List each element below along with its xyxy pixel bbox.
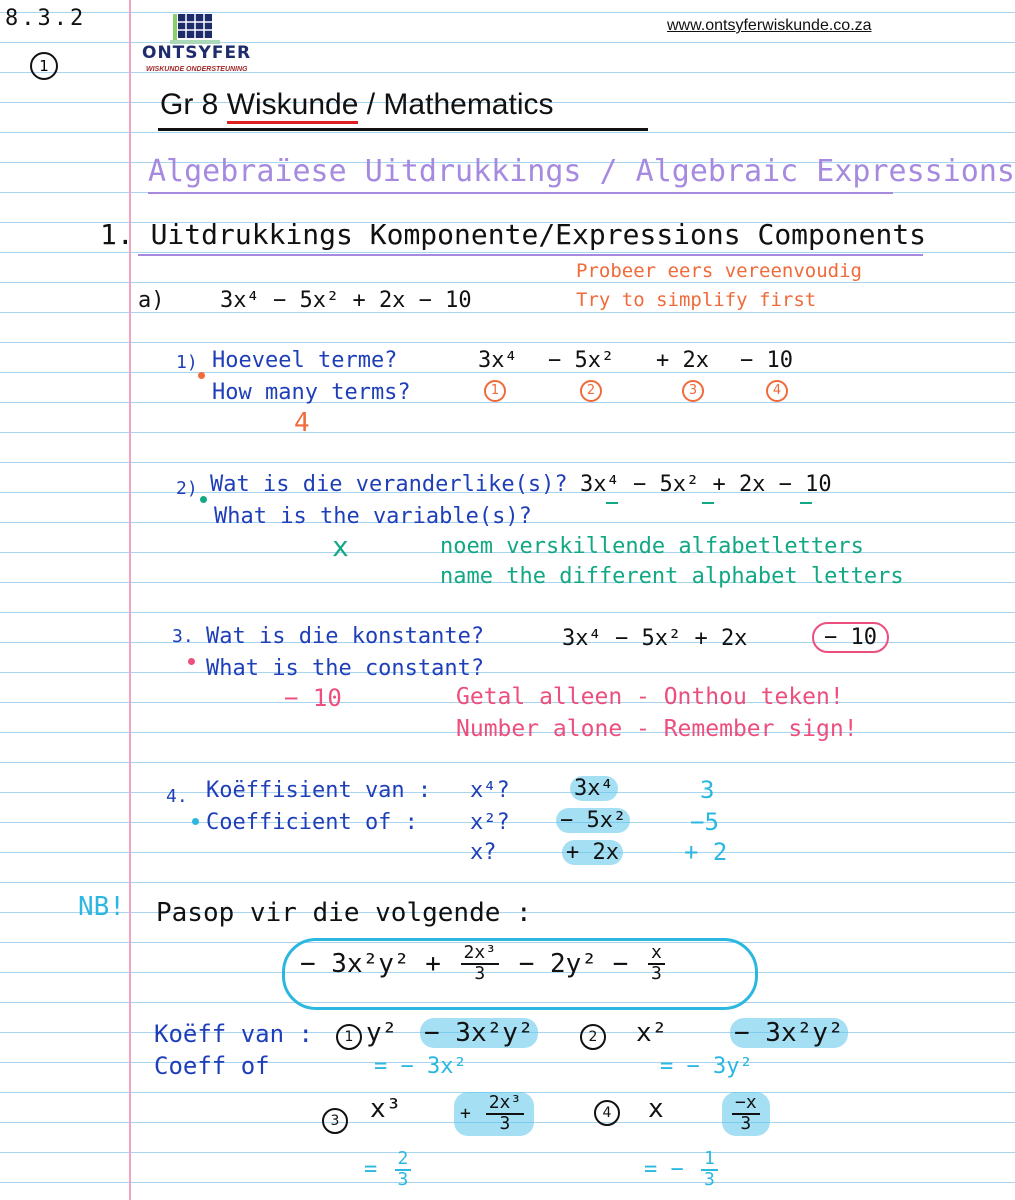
nb-text: Pasop vir die volgende : [156,898,532,928]
section1-number: 1. [100,218,134,251]
q1-question-af: Hoeveel terme? [212,348,398,373]
grade-title-prefix: Gr 8 [160,88,219,121]
q2-question-en: What is the variable(s)? [214,504,532,529]
q1-term-4: − 10 [740,348,793,373]
coeff-item3-var: x³ [370,1094,402,1124]
q1-bullet [198,372,205,379]
q4-row1-coef: 3 [700,776,715,804]
coeff-item1-term: − 3x²y² [420,1018,538,1048]
q2-bullet [200,496,207,503]
section1-heading-af: Uitdrukkings Komponente [150,218,539,251]
nb-expression [300,944,669,984]
q4-row1-var: x⁴? [470,778,510,803]
topic-underline [148,192,893,194]
coeff-item2-answer: = − 3y² [660,1054,753,1079]
coeff-item4-answer-prefix: = − [644,1156,684,1182]
section1-separator: / [538,218,556,251]
q2-number: 2) [176,478,198,499]
section1-underline [138,254,923,256]
q2-variable-underline-2 [702,502,714,504]
q3-number: 3. [172,626,194,647]
q1-term-3: + 2x [656,348,709,373]
nb-label: NB! [78,892,125,922]
q4-label-en: Coefficient of : [206,810,418,835]
coeff-item3-term-prefix: + [460,1102,471,1124]
ontsyfer-logo [140,10,250,80]
nb-fraction-2: $\frac{x}{3}$ [648,944,665,984]
coeff-item3-answer-fraction: $\frac{2}{3}$ [395,1150,412,1190]
q2-note-af: noem verskillende alfabetletters [440,534,864,559]
q2-note-en: name the different alphabet letters [440,564,904,589]
q4-row3-var: x? [470,840,497,865]
nb-expression-mid: − 2y² − [518,948,629,979]
hint-en: Try to simplify first [576,289,817,311]
q2-answer: x [332,530,349,563]
coeff-item3-answer [364,1150,415,1190]
q4-row3-term: + 2x [562,840,623,865]
coeff-label-en: Coeff of [154,1052,270,1080]
q3-answer: − 10 [284,684,342,712]
section1-heading-en: Expressions Components [555,218,927,251]
q2-expression: 3x⁴ − 5x² + 2x − 10 [580,472,832,497]
logo-name: ONTSYFER [142,43,252,63]
q1-term-number-3: 3 [682,380,704,402]
q1-term-1: 3x⁴ [478,348,518,373]
q4-row3-coef: + 2 [684,838,728,866]
q1-answer: 4 [294,408,310,438]
q1-term-number-4: 4 [766,380,788,402]
q1-number: 1) [176,352,198,373]
q1-term-2: − 5x² [548,348,615,373]
coeff-item4-number: 4 [594,1100,620,1126]
topic-title: Algebraïese Uitdrukkings / Algebraic Expressions [148,154,1015,189]
q2-variable-underline-1 [606,502,618,504]
q4-row2-var: x²? [470,810,510,835]
q1-term-number-1: 1 [484,380,506,402]
coeff-item1-var: y² [366,1018,398,1048]
coeff-item2-number: 2 [580,1024,606,1050]
q4-bullet [192,818,199,825]
grade-title [160,88,554,122]
logo-tagline: WISKUNDE ONDERSTEUNING [146,66,248,73]
grade-title-underline [158,128,648,131]
coeff-item1-answer: = − 3x² [374,1054,467,1079]
section-number: 8.3.2 [5,6,87,31]
coeff-item3-answer-prefix: = [364,1156,378,1182]
part-label: a) [138,288,165,313]
q1-question-en: How many terms? [212,380,411,405]
coeff-item2-term: − 3x²y² [730,1018,848,1048]
nb-fraction-1: $\frac{\text{2x³}}{3}$ [461,944,500,984]
coeff-item3-term-fraction: $\frac{\text{2x³}}{3}$ [486,1094,525,1134]
q2-variable-underline-3 [800,502,812,504]
coeff-label-af: Koëff van : [154,1020,313,1048]
coeff-item2-var: x² [636,1018,668,1048]
coeff-item4-var: x [648,1094,664,1124]
nb-expression-start: − 3x²y² + [300,948,441,979]
grade-title-suffix: / Mathematics [366,88,554,121]
q4-label-af: Koëffisient van : [206,778,432,803]
coeff-item3-number: 3 [322,1108,348,1134]
page-number: 1 [39,57,49,75]
q3-note-en: Number alone - Remember sign! [456,716,858,742]
q4-row1-term: 3x⁴ [570,776,618,801]
website-link[interactable]: www.ontsyferwiskunde.co.za [667,17,872,34]
q3-note-af: Getal alleen - Onthou teken! [456,684,844,710]
hint-af: Probeer eers vereenvoudig [576,260,862,282]
q3-bullet [188,658,195,665]
coeff-item4-term [722,1092,770,1136]
q4-row2-term: − 5x² [556,808,630,833]
q1-term-number-2: 2 [580,380,602,402]
q4-number: 4. [166,786,188,807]
main-expression: 3x⁴ − 5x² + 2x − 10 [220,288,472,313]
grade-title-word: Wiskunde [227,88,359,124]
page-number-badge [30,52,58,80]
coeff-item4-term-fraction: $\frac{-x}{3}$ [732,1094,760,1134]
q4-row2-coef: −5 [690,808,719,836]
coeff-item4-answer [644,1150,722,1190]
coeff-item1-number: 1 [336,1024,362,1050]
section1-heading [100,218,926,251]
q3-constant-circled: − 10 [812,622,889,653]
q3-question-en: What is the constant? [206,656,485,681]
q3-expression: 3x⁴ − 5x² + 2x [562,626,748,651]
q3-question-af: Wat is die konstante? [206,624,485,649]
q2-question-af: Wat is die veranderlike(s)? [210,472,568,497]
coeff-item3-term [454,1092,534,1136]
coeff-item4-answer-fraction: $\frac{1}{3}$ [701,1150,718,1190]
